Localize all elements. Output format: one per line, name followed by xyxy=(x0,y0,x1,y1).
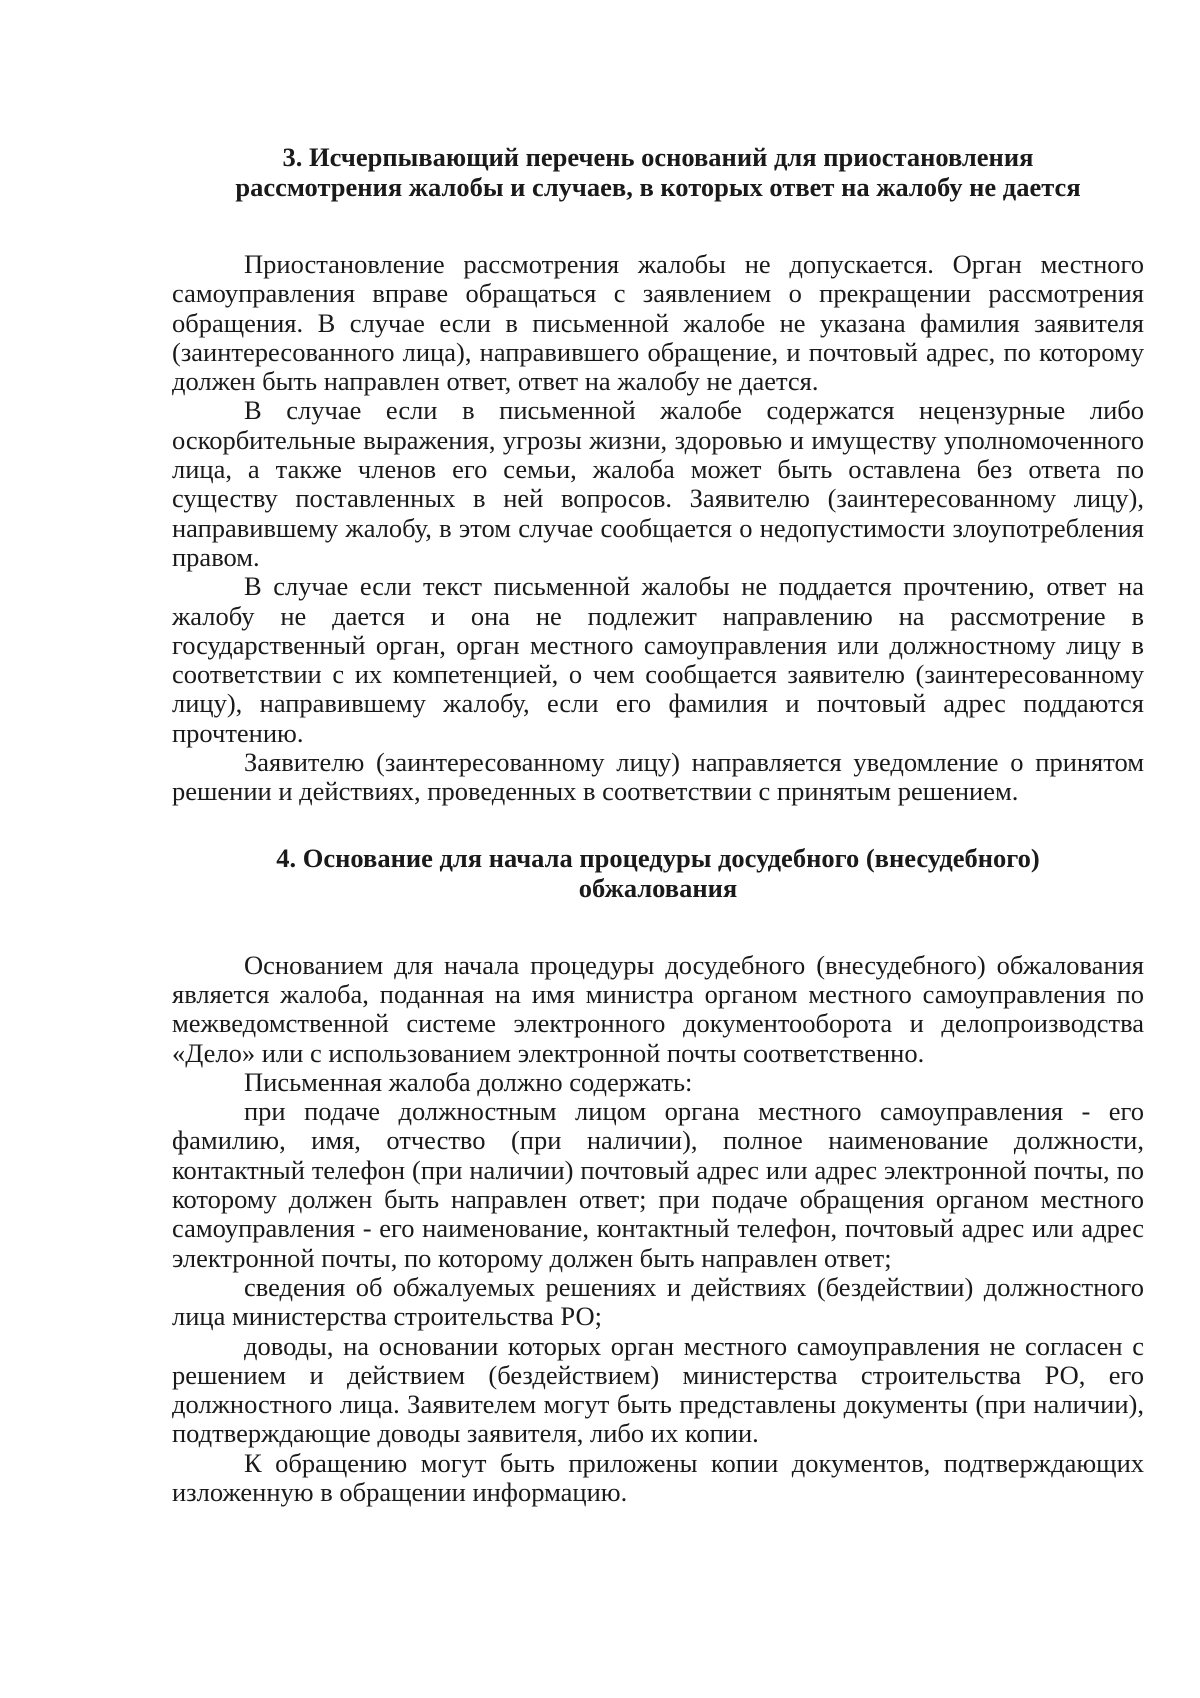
section-4-paragraph-6: К обращению могут быть приложены копии документов, подтверждающих изложенную в обращении информацию. xyxy=(172,1447,1144,1507)
section-4-paragraph-1: Основанием для начала процедуры досудебного (внесудебного) обжалования является жалоба, поданная на имя министра органом местного самоуправления по межведомственной системе электронного документооборота и делопроизводства «Дело» или с использованием электронной почты соответственно. xyxy=(172,949,1144,1068)
section-3-heading xyxy=(172,142,1144,202)
section-4-heading-line-2: обжалования xyxy=(578,872,738,903)
section-3-heading-line-2: рассмотрения жалобы и случаев, в которых ответ на жалобу не дается xyxy=(235,172,1081,202)
spacer xyxy=(172,807,1144,843)
section-4-heading xyxy=(172,843,1144,903)
section-4-paragraph-5: доводы, на основании которых орган местного самоуправления не согласен с решением и действием (бездействием) министерства строительства РО, его должностного лица. Заявителем могут быть представлены документы (при наличии), подтверждающие доводы заявителя, либо их копии. xyxy=(172,1330,1144,1449)
section-3-paragraph-2: В случае если в письменной жалобе содержатся нецензурные либо оскорбительные выражения, угрозы жизни, здоровью и имуществу уполномоченного лица, а также членов его семьи, жалоба может быть оставлена без ответа по существу поставленных в ней вопросов. Заявителю (заинтересованному лицу), направившему жалобу, в этом случае сообщается о недопустимости злоупотребления правом. xyxy=(172,395,1144,572)
section-4-paragraph-3: при подаче должностным лицом органа местного самоуправления - его фамилию, имя, отчество (при наличии), полное наименование должности, контактный телефон (при наличии) почтовый адрес или адрес электронной почты, по которому должен быть направлен ответ; при подаче обращения органом местного самоуправления - его наименование, контактный телефон, почтовый адрес или адрес электронной почты, по которому должен быть направлен ответ; xyxy=(172,1096,1144,1273)
section-3-paragraph-4: Заявителю (заинтересованному лицу) направляется уведомление о принятом решении и действиях, проведенных в соответствии с принятым решением. xyxy=(172,747,1144,807)
section-4-heading-line-1: 4. Основание для начала процедуры досудебного (внесудебного) xyxy=(276,842,1040,873)
section-3-paragraph-1: Приостановление рассмотрения жалобы не допускается. Орган местного самоуправления вправе обращаться с заявлением о прекращении рассмотрения обращения. В случае если в письменной жалобе не указана фамилия заявителя (заинтересованного лица), направившего обращение, и почтовый адрес, по которому должен быть направлен ответ, ответ на жалобу не дается. xyxy=(172,249,1144,397)
spacer xyxy=(172,903,1144,951)
section-4-paragraph-4: сведения об обжалуемых решениях и действиях (бездействии) должностного лица министерства строительства РО; xyxy=(172,1271,1144,1332)
document-body xyxy=(172,142,1144,1507)
spacer xyxy=(172,202,1144,250)
section-3-paragraph-3: В случае если текст письменной жалобы не поддается прочтению, ответ на жалобу не дается и она не подлежит направлению на рассмотрение в государственный орган, орган местного самоуправления или должностному лицу в соответствии с их компетенцией, о чем сообщается заявителю (заинтересованному лицу), направившему жалобу, если его фамилия и почтовый адрес поддаются прочтению. xyxy=(172,571,1144,748)
section-4-paragraph-2: Письменная жалоба должно содержать: xyxy=(244,1066,693,1097)
section-3-heading-line-1: 3. Исчерпывающий перечень оснований для приостановления xyxy=(282,142,1034,172)
